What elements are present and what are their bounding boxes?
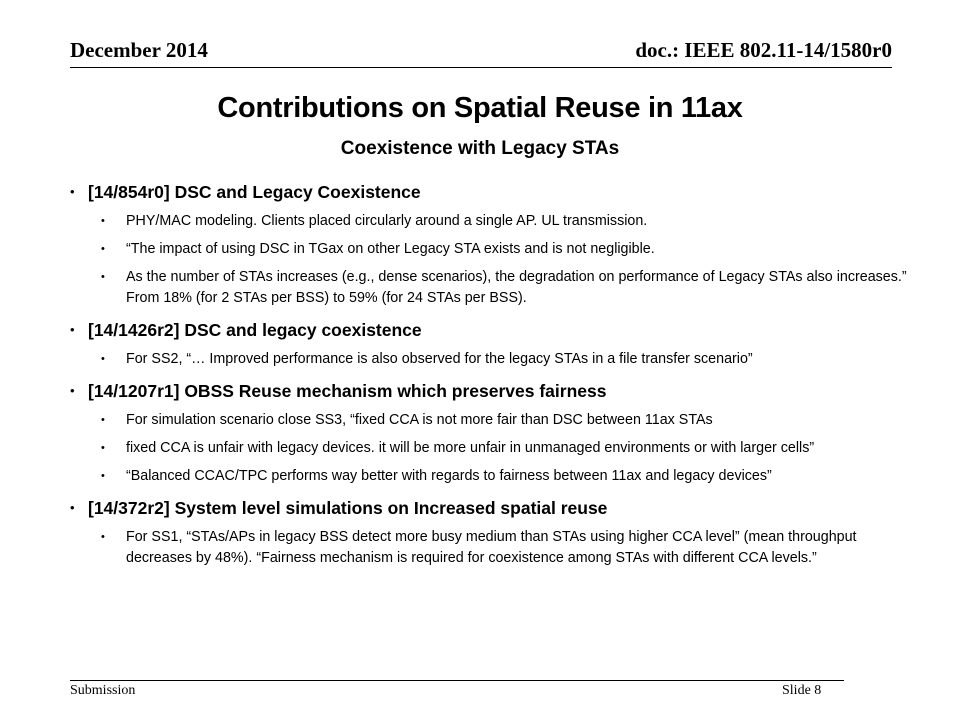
- bullet-text: [14/854r0] DSC and Legacy Coexistence: [88, 182, 421, 202]
- sub-bullet-marker: •: [101, 470, 105, 482]
- sub-bullet-list: [68, 349, 908, 370]
- bullet-marker: •: [70, 184, 75, 199]
- bullet-list: [68, 180, 908, 571]
- bullet-marker: •: [70, 500, 75, 515]
- sub-bullet-item: [68, 267, 908, 309]
- bullet-item: [68, 496, 908, 520]
- slide-subtitle: Coexistence with Legacy STAs: [340, 138, 620, 159]
- sub-bullet-text: For simulation scenario close SS3, “fixed CCA is not more fair than DSC between 11ax STAs: [126, 412, 713, 428]
- bullet-marker: •: [70, 322, 75, 337]
- sub-bullet-text: As the number of STAs increases (e.g., dense scenarios), the degradation on performance of Legacy STAs also increases.” From 18% (for 2 STAs per BSS) to 59% (for 24 STAs per BSS).: [126, 269, 907, 306]
- sub-bullet-text: For SS2, “… Improved performance is also observed for the legacy STAs in a file transfer scenario”: [126, 351, 753, 367]
- sub-bullet-text: “Balanced CCAC/TPC performs way better with regards to fairness between 11ax and legacy devices”: [126, 468, 772, 484]
- sub-bullet-list: [68, 211, 908, 309]
- sub-bullet-marker: •: [101, 414, 105, 426]
- sub-bullet-list: [68, 527, 908, 569]
- footer-divider: [70, 680, 844, 681]
- sub-bullet-item: [68, 466, 908, 487]
- header-divider: [70, 67, 892, 68]
- sub-bullet-text: PHY/MAC modeling. Clients placed circularly around a single AP. UL transmission.: [126, 213, 648, 229]
- sub-bullet-marker: •: [101, 215, 105, 227]
- bullet-item: [68, 318, 908, 342]
- sub-bullet-item: [68, 239, 908, 260]
- sub-bullet-item: [68, 211, 908, 232]
- sub-bullet-marker: •: [101, 353, 105, 365]
- sub-bullet-item: [68, 410, 908, 431]
- sub-bullet-text: fixed CCA is unfair with legacy devices. it will be more unfair in unmanaged environments or with larger cells”: [126, 440, 815, 456]
- bullet-text: [14/1426r2] DSC and legacy coexistence: [88, 320, 422, 340]
- sub-bullet-marker: •: [101, 442, 105, 454]
- header-doc-id: doc.: IEEE 802.11-14/1580r0: [635, 38, 892, 62]
- bullet-text: [14/372r2] System level simulations on Increased spatial reuse: [88, 498, 608, 518]
- sub-bullet-text: For SS1, “STAs/APs in legacy BSS detect more busy medium than STAs using higher CCA level” (mean throughput decreases by 48%). “Fairness mechanism is required for coexistence among STAs with different CCA levels.”: [126, 529, 857, 566]
- sub-bullet-item: [68, 349, 908, 370]
- footer-submission: Submission: [70, 683, 136, 698]
- sub-bullet-marker: •: [101, 271, 105, 283]
- sub-bullet-list: [68, 410, 908, 487]
- slide-title: Contributions on Spatial Reuse in 11ax: [217, 92, 743, 124]
- footer-slide-number: Slide 8: [782, 683, 822, 698]
- bullet-marker: •: [70, 383, 75, 398]
- bullet-item: [68, 379, 908, 403]
- sub-bullet-text: “The impact of using DSC in TGax on other Legacy STA exists and is not negligible.: [126, 241, 655, 257]
- sub-bullet-item: [68, 527, 908, 569]
- header-date: December 2014: [70, 38, 208, 62]
- sub-bullet-item: [68, 438, 908, 459]
- sub-bullet-marker: •: [101, 531, 105, 543]
- sub-bullet-marker: •: [101, 243, 105, 255]
- bullet-item: [68, 180, 908, 204]
- bullet-text: [14/1207r1] OBSS Reuse mechanism which preserves fairness: [88, 381, 607, 401]
